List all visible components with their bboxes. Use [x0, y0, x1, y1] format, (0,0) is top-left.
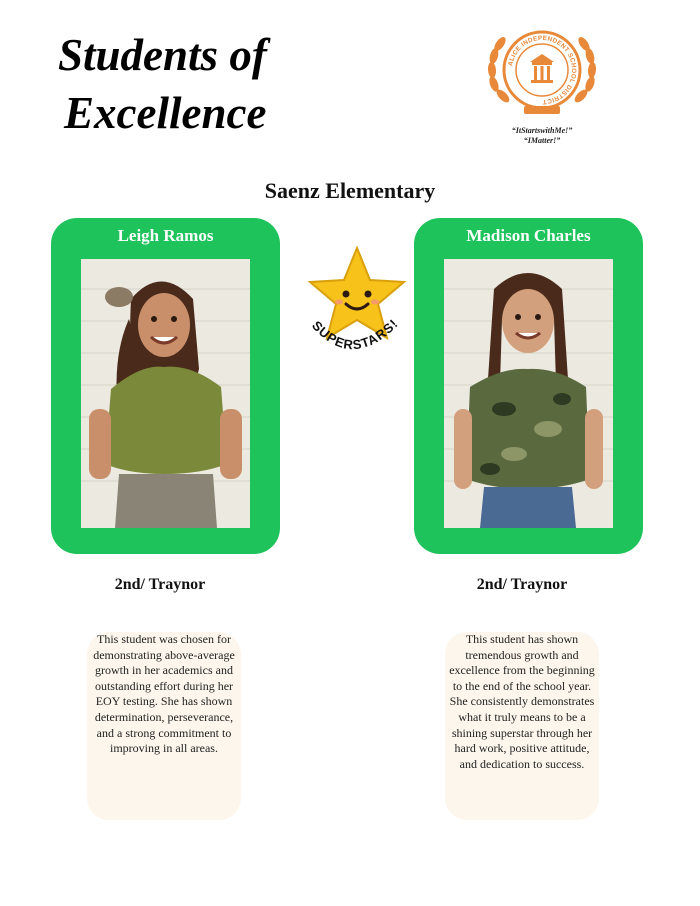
student-photo-1 [81, 259, 250, 528]
superstars-text: SUPERSTARS! [309, 315, 402, 353]
student-grade-1: 2nd/ Traynor [114, 576, 206, 593]
page-title-line2: Excellence [64, 88, 267, 138]
student-card-1 [51, 218, 280, 554]
district-tagline-1: “ItStartswithMe!” [511, 126, 573, 135]
student-description-2: This student has shown tremendous growth and excellence from the beginning to the end of the school year. She consistently demonstrates what it truly means to be a shining superstar through her hard work, positive attitude, and dedication to success. [445, 632, 599, 820]
district-seal-arc-text: ALICE INDEPENDENT SCHOOL DISTRICT [507, 34, 578, 106]
district-seal-icon [478, 22, 606, 126]
district-tagline-2: “IMatter!” [523, 136, 561, 145]
superstars-badge [294, 244, 420, 376]
page-title [58, 26, 267, 142]
student-description-1: This student was chosen for demonstrating above-average growth in her academics and outstanding effort during her EOY testing. She has shown determination, perseverance, and a strong commitment to improving in all areas. [87, 632, 241, 820]
page-title-line1: Students of [58, 30, 267, 80]
school-name: Saenz Elementary [264, 178, 436, 203]
student-name-1: Leigh Ramos [117, 226, 214, 245]
student-card-2 [414, 218, 643, 554]
student-name-2: Madison Charles [466, 226, 591, 245]
district-logo [478, 22, 606, 146]
student-photo-2 [444, 259, 613, 528]
student-grade-2: 2nd/ Traynor [476, 576, 568, 593]
